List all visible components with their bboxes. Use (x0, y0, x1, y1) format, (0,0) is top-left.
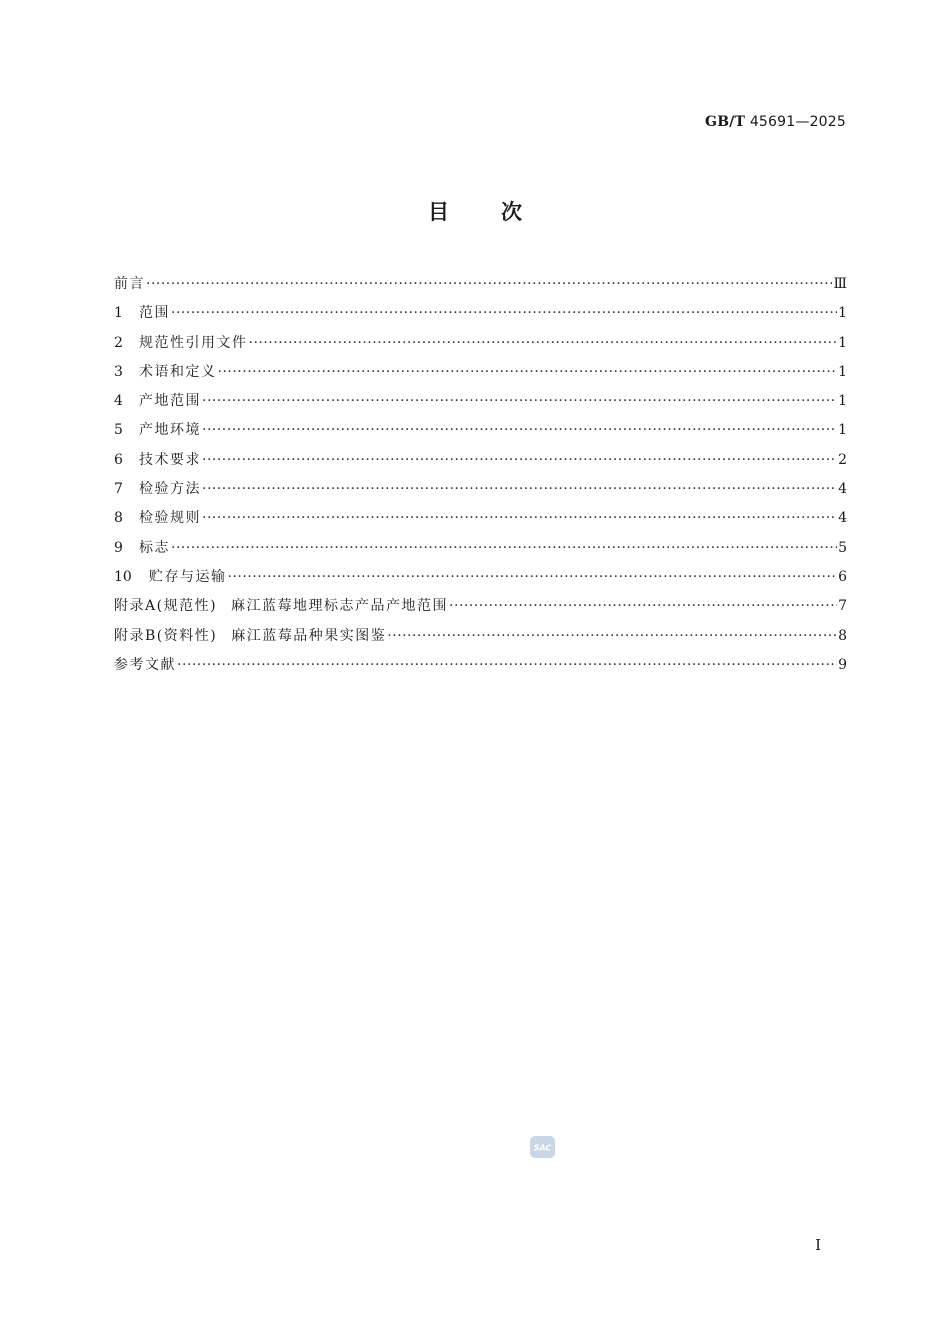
toc-entry-production-environment[interactable] (114, 416, 847, 445)
toc-entry-annex-b[interactable] (114, 622, 847, 651)
toc-page-number: Ⅲ (833, 276, 847, 292)
toc-section-number: 2 (114, 334, 123, 351)
page-title: 目次 (428, 200, 574, 224)
toc-section-number: 8 (114, 510, 123, 527)
toc-page-number: 1 (838, 422, 847, 439)
toc-section-number: 1 (114, 305, 123, 322)
toc-leader-dots (202, 387, 837, 416)
toc-section-number: 4 (114, 393, 123, 410)
toc-entry-label: 检验方法 (139, 481, 201, 498)
toc-section-number: 9 (114, 539, 123, 556)
toc-page-number: 9 (838, 656, 847, 673)
toc-entry-marking[interactable] (114, 534, 847, 563)
toc-entry-label (114, 622, 386, 651)
toc-leader-dots (218, 358, 838, 387)
toc-page-number: 1 (838, 363, 847, 380)
toc-entry-label: 技术要求 (139, 451, 201, 468)
toc-page-number: 5 (838, 539, 847, 556)
table-of-contents (114, 270, 847, 680)
annex-label: 附录B(资料性) (114, 627, 218, 644)
toc-page-number: 1 (838, 305, 847, 322)
toc-page-number: 1 (838, 393, 847, 410)
toc-leader-dots (202, 504, 837, 533)
toc-entry-inspection-rules[interactable] (114, 504, 847, 533)
toc-entry-production-area[interactable] (114, 387, 847, 416)
toc-page-number: 7 (838, 598, 847, 615)
toc-entry-normative-references[interactable] (114, 329, 847, 358)
toc-leader-dots (146, 270, 832, 299)
toc-page-number: 6 (838, 568, 847, 585)
toc-page-number: 4 (838, 481, 847, 498)
toc-entry-terms-definitions[interactable] (114, 358, 847, 387)
toc-entry-label: 前言 (114, 276, 145, 292)
toc-entry-technical-requirements[interactable] (114, 446, 847, 475)
toc-entry-label: 产地范围 (139, 393, 201, 410)
toc-leader-dots (449, 592, 837, 621)
toc-leader-dots (387, 622, 837, 651)
toc-leader-dots (177, 651, 837, 680)
toc-leader-dots (228, 563, 838, 592)
toc-section-number: 6 (114, 451, 123, 468)
toc-section-number: 10 (114, 568, 132, 585)
toc-entry-label: 范围 (139, 305, 170, 322)
toc-entry-label: 规范性引用文件 (139, 334, 248, 351)
toc-section-number: 7 (114, 481, 123, 498)
toc-page-number: 4 (838, 510, 847, 527)
toc-entry-label: 产地环境 (139, 422, 201, 439)
sac-watermark-logo (529, 1135, 556, 1159)
annex-title: 麻江蓝莓品种果实图鉴 (231, 627, 387, 644)
watermark-text: SAC (533, 1143, 552, 1153)
toc-entry-label (114, 592, 448, 621)
toc-page-number: 1 (838, 334, 847, 351)
toc-page-number: 8 (838, 627, 847, 644)
page-number: Ⅰ (815, 1236, 821, 1254)
standard-number (705, 114, 846, 130)
toc-entry-scope[interactable] (114, 299, 847, 328)
toc-entry-test-methods[interactable] (114, 475, 847, 504)
toc-leader-dots (171, 534, 837, 563)
standard-code: GB/T (705, 114, 746, 130)
toc-leader-dots (202, 446, 837, 475)
toc-leader-dots (202, 475, 837, 504)
standard-year: 45691—2025 (749, 114, 846, 130)
toc-entry-label: 检验规则 (139, 510, 201, 527)
toc-page-number: 2 (838, 451, 847, 468)
toc-entry-label: 参考文献 (114, 656, 176, 673)
annex-title: 麻江蓝莓地理标志产品产地范围 (231, 598, 449, 615)
toc-entry-label: 术语和定义 (139, 363, 217, 380)
toc-leader-dots (249, 329, 838, 358)
toc-entry-storage-transport[interactable] (114, 563, 847, 592)
toc-entry-label: 贮存与运输 (149, 568, 227, 585)
toc-section-number: 3 (114, 363, 123, 380)
toc-entry-label: 标志 (139, 539, 170, 556)
toc-entry-bibliography[interactable] (114, 651, 847, 680)
toc-leader-dots (202, 416, 837, 445)
annex-label: 附录A(规范性) (114, 598, 218, 615)
toc-leader-dots (171, 299, 837, 328)
toc-entry-foreword[interactable] (114, 270, 847, 299)
toc-section-number: 5 (114, 422, 123, 439)
toc-entry-annex-a[interactable] (114, 592, 847, 621)
